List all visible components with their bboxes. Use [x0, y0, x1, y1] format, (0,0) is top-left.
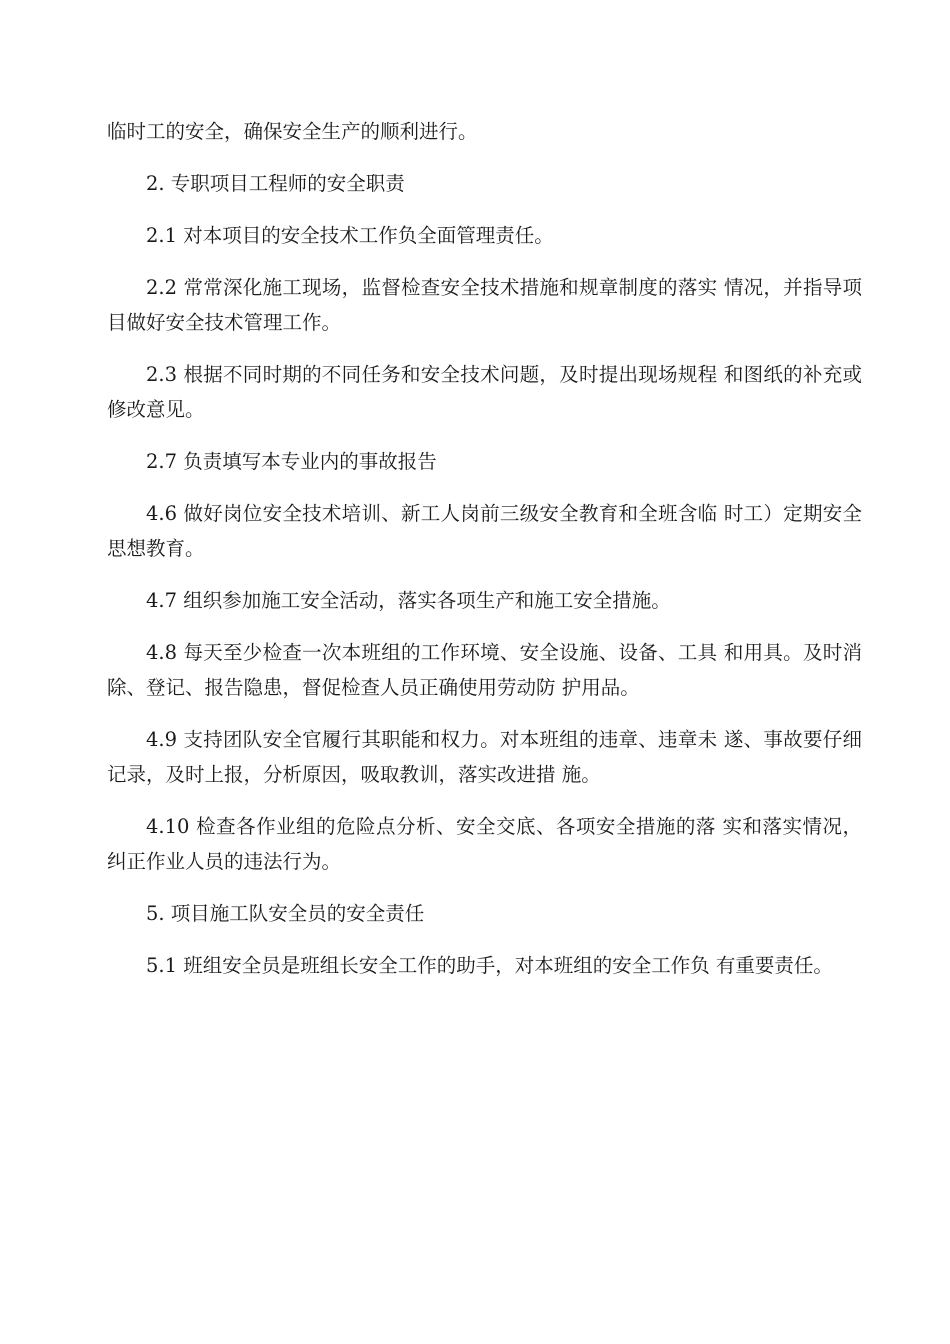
section-heading-2: 2. 专职项目工程师的安全职责: [146, 172, 405, 195]
paragraph-4-9: 4.9 支持团队安全官履行其职能和权力。对本班组的违章、违章未 遂、事故要仔细记录，及时上报，分析原因，吸取教训，落实改进措 施。: [107, 728, 862, 786]
paragraph-2-1: 2.1 对本项目的安全技术工作负全面管理责任。: [146, 224, 554, 247]
paragraph-4-10: 4.10 检查各作业组的危险点分析、安全交底、各项安全措施的落 实和落实情况，纠正作业人员的违法行为。: [107, 815, 862, 873]
paragraph-5-1: 5.1 班组安全员是班组长安全工作的助手，对本班组的安全工作负 有重要责任。: [146, 954, 833, 977]
paragraph-2-3: 2.3 根据不同时期的不同任务和安全技术问题，及时提出现场规程 和图纸的补充或修改意见。: [107, 363, 862, 421]
paragraph-4-7: 4.7 组织参加施工安全活动，落实各项生产和施工安全措施。: [146, 589, 671, 612]
paragraph-2-7: 2.7 负责填写本专业内的事故报告: [146, 450, 437, 473]
document-body: [107, 114, 862, 1000]
paragraph-2-2: 2.2 常常深化施工现场，监督检查安全技术措施和规章制度的落实 情况，并指导项目做好安全技术管理工作。: [107, 276, 862, 334]
paragraph-1: 临时工的安全，确保安全生产的顺利进行。: [107, 120, 478, 143]
paragraph-4-6: 4.6 做好岗位安全技术培训、新工人岗前三级安全教育和全班含临 时工）定期安全思想教育。: [107, 502, 862, 560]
section-heading-5: 5. 项目施工队安全员的安全责任: [146, 902, 425, 925]
paragraph-4-8: 4.8 每天至少检查一次本班组的工作环境、安全设施、设备、工具 和用具。及时消除、登记、报告隐患，督促检查人员正确使用劳动防 护用品。: [107, 641, 862, 699]
